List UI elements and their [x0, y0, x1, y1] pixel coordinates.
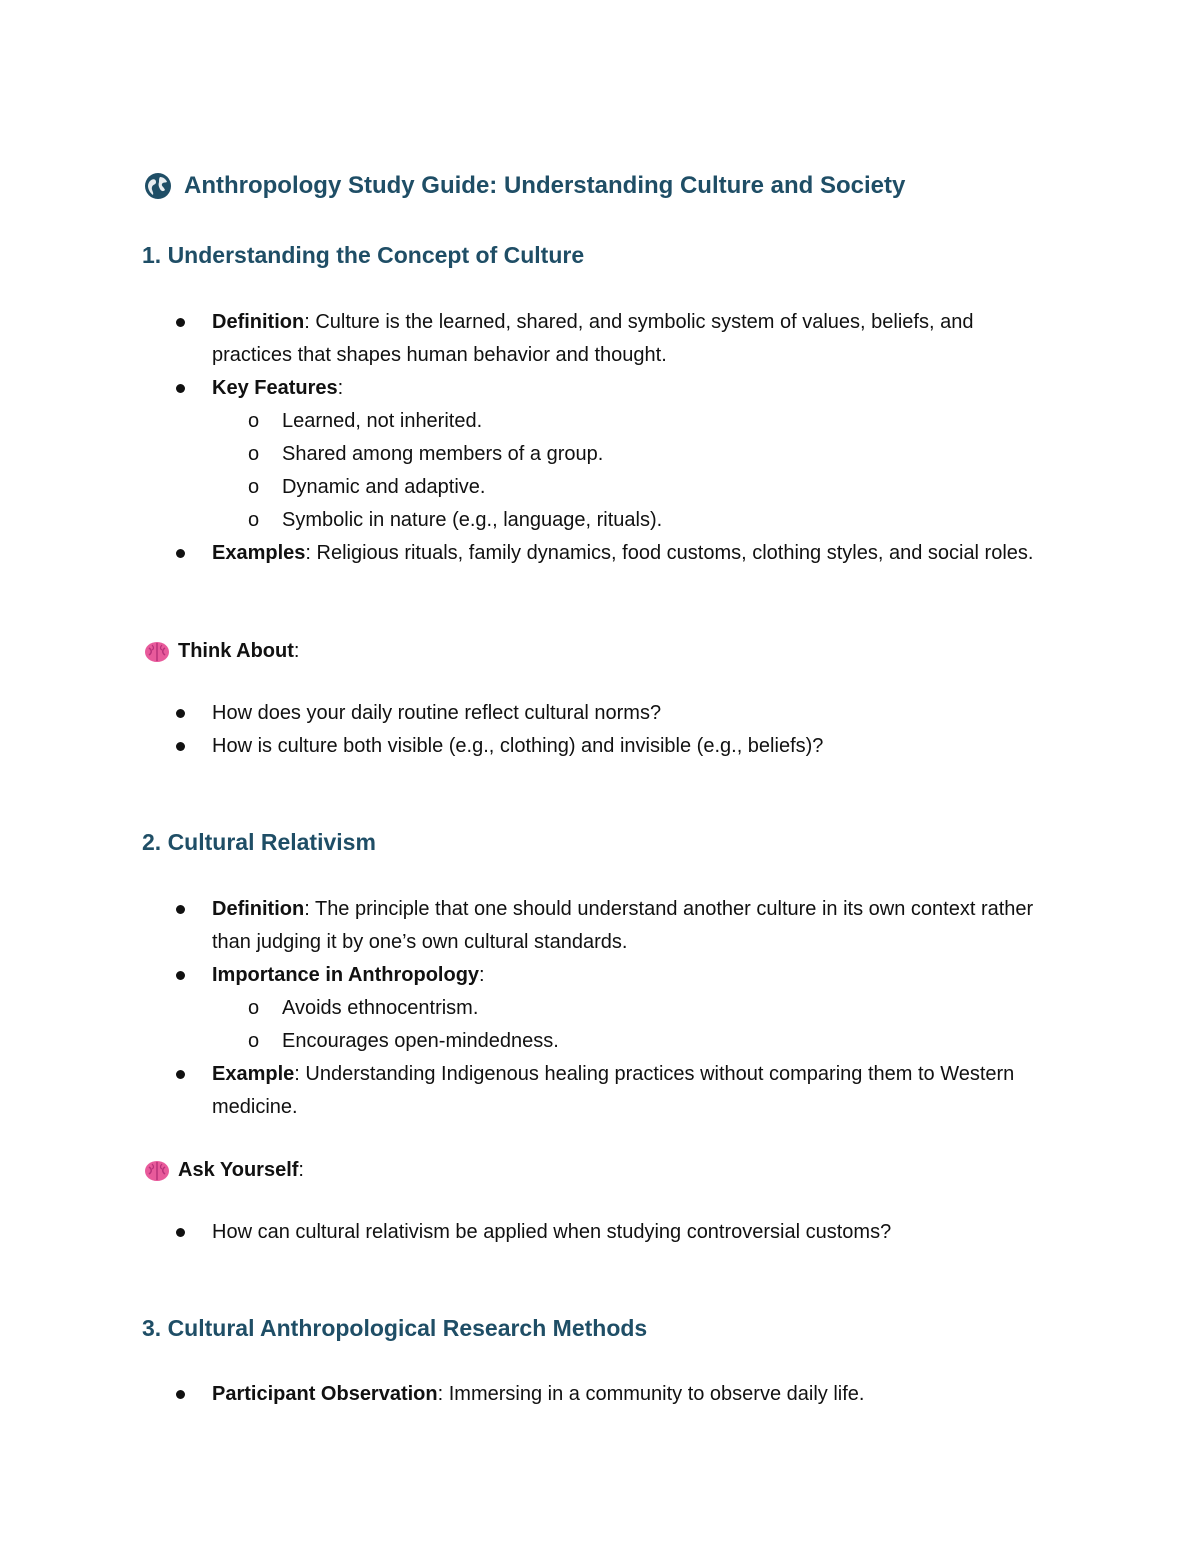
- list-item: [0, 1378, 1052, 1411]
- definition-text: : The principle that one should understand another culture in its own context rather than judging it by one’s own cultural standards.: [212, 898, 1034, 953]
- sub-list-item: o Avoids ethnocentrism.: [212, 992, 1052, 1025]
- globe-icon: [144, 172, 172, 200]
- definition-label: Definition: [212, 311, 305, 333]
- definition-label: Definition: [212, 898, 305, 920]
- key-features-sublist: [212, 405, 1052, 537]
- example-label: Example: [212, 1063, 295, 1085]
- think-about-callout: [144, 640, 299, 663]
- key-features-suffix: :: [337, 377, 344, 399]
- importance-sublist: [212, 992, 1052, 1058]
- sub-list-item: o Encourages open-mindedness.: [212, 1025, 1052, 1058]
- list-item: How does your daily routine reflect cultural norms?: [0, 697, 1052, 730]
- list-item: [0, 893, 1052, 959]
- examples-label: Examples: [212, 542, 306, 564]
- importance-suffix: :: [479, 964, 485, 986]
- section-heading-methods: 3. Cultural Anthropological Research Methods: [142, 1315, 648, 1341]
- sub-list-item: o Dynamic and adaptive.: [212, 471, 1052, 504]
- list-item: How can cultural relativism be applied when studying controversial customs?: [0, 1216, 1052, 1249]
- document-title: [144, 172, 905, 200]
- ask-yourself-callout: [144, 1159, 304, 1182]
- ask-yourself-suffix: :: [298, 1159, 304, 1181]
- participant-observation-label: Participant Observation: [212, 1383, 438, 1405]
- sub-list-item: o Shared among members of a group.: [212, 438, 1052, 471]
- think-about-label: Think About: [178, 640, 294, 662]
- sub-list-item: o Symbolic in nature (e.g., language, rituals).: [212, 504, 1052, 537]
- brain-icon: [144, 641, 170, 663]
- think-about-list: [0, 697, 1200, 763]
- list-item: [0, 372, 1052, 537]
- list-item: [0, 537, 1052, 570]
- ask-yourself-list: [0, 1216, 1200, 1249]
- sub-list-item: o Learned, not inherited.: [212, 405, 1052, 438]
- examples-text: : Religious rituals, family dynamics, food customs, clothing styles, and social roles.: [305, 542, 1034, 564]
- list-item: [0, 959, 1052, 1058]
- key-features-label: Key Features: [212, 377, 338, 399]
- list-item: [0, 1058, 1052, 1124]
- section-heading-culture: 1. Understanding the Concept of Culture: [142, 242, 585, 268]
- section-heading-relativism: 2. Cultural Relativism: [142, 829, 376, 855]
- example-text: : Understanding Indigenous healing practices without comparing them to Western medicine.: [212, 1063, 1015, 1118]
- participant-observation-text: : Immersing in a community to observe daily life.: [437, 1383, 865, 1405]
- document-title-text: Anthropology Study Guide: Understanding Culture and Society: [184, 172, 906, 199]
- culture-bullet-list: [0, 306, 1200, 570]
- list-item: [0, 306, 1052, 372]
- think-about-suffix: :: [293, 640, 300, 662]
- ask-yourself-label: Ask Yourself: [178, 1159, 299, 1181]
- definition-text: : Culture is the learned, shared, and symbolic system of values, beliefs, and practices that shapes human behavior and thought.: [212, 311, 974, 366]
- brain-icon: [144, 1160, 170, 1182]
- methods-bullet-list: [0, 1378, 1200, 1411]
- list-item: How is culture both visible (e.g., clothing) and invisible (e.g., beliefs)?: [0, 730, 1052, 763]
- relativism-bullet-list: [0, 893, 1200, 1124]
- importance-label: Importance in Anthropology: [212, 964, 480, 986]
